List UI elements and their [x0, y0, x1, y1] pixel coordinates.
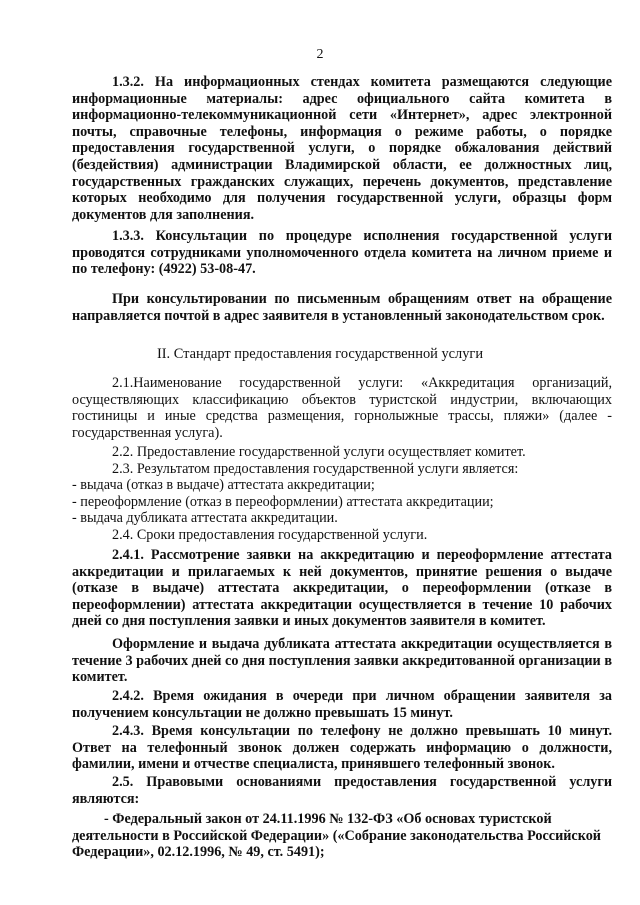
- text-line: При консультировании по письменным обращениям ответ на обращение: [112, 291, 612, 307]
- text-line: (бездействия) администрации Владимирской области, ее должностных лиц,: [72, 156, 612, 173]
- text-line: которых необходимо для получения государственной услуги, образцы форм: [72, 190, 612, 207]
- text-line: аккредитации и прилагаемых к ней документов, принятие решения о выдаче: [72, 563, 612, 580]
- text-line: 2.4. Сроки предоставления государственной услуги.: [112, 526, 428, 543]
- paragraph-2-4-2: [72, 688, 612, 721]
- text-line: Федерации», 02.12.1996, № 49, ст. 5491);: [72, 844, 325, 861]
- text-line: деятельности в Российской Федерации» («Собрание законодательства Российской: [72, 827, 601, 844]
- text-line: 2.4.2. Время ожидания в очереди при личном обращении заявителя за: [112, 688, 612, 704]
- paragraph-duplicate: [72, 636, 612, 686]
- text-line: дней со дня поступления заявки и иных документов заявителя в комитет.: [72, 613, 546, 630]
- paragraphs-2-2-to-2-4: [72, 444, 612, 544]
- list-item: - выдача (отказ в выдаче) аттестата аккредитации;: [72, 477, 375, 494]
- text-line: получением консультации не должно превышать 15 минут.: [72, 704, 453, 721]
- text-line: почты, справочные телефоны, информация о режиме работы, о порядке: [72, 123, 612, 140]
- text-line: (отказе в выдаче) аттестата аккредитации, о переоформлении (отказе в: [72, 580, 612, 597]
- text-line: 2.2. Предоставление государственной услуги осуществляет комитет.: [112, 444, 526, 460]
- text-line: 2.4.1. Рассмотрение заявки на аккредитацию и переоформление аттестата: [112, 547, 612, 563]
- text-line: направляется почтой в адрес заявителя в установленный законодательством срок.: [72, 307, 605, 324]
- text-line: проводятся сотрудниками уполномоченного отдела комитета на личном приеме и: [72, 244, 612, 261]
- text-line: 2.3. Результатом предоставления государственной услуги является:: [112, 460, 519, 477]
- text-line: - Федеральный закон от 24.11.1996 № 132-ФЗ «Об основах туристской: [104, 811, 552, 827]
- text-line: течение 3 рабочих дней со дня поступления заявки аккредитованной организации в: [72, 652, 612, 669]
- text-line: информационные материалы: адрес официального сайта комитета в: [72, 90, 612, 107]
- text-line: комитет.: [72, 669, 128, 686]
- list-item: - переоформление (отказ в переоформлении) аттестата аккредитации;: [72, 493, 494, 510]
- paragraph-1-3-2: [72, 74, 612, 223]
- list-item: - выдача дубликата аттестата аккредитации.: [72, 510, 338, 527]
- paragraph-2-4-3: [72, 723, 612, 773]
- text-line: Ответ на телефонный звонок должен содержать информацию о должности,: [72, 739, 612, 756]
- text-line: осуществляющих классификацию объектов туристской индустрии, включающих: [72, 391, 612, 408]
- page-number: 2: [316, 47, 324, 62]
- paragraph-2-1: [72, 375, 612, 441]
- section-heading: II. Стандарт предоставления государственной услуги: [156, 346, 484, 362]
- text-line: предоставления государственной услуги, о порядке обжалования действий: [72, 140, 612, 157]
- text-line: информационно-телекоммуникационной сети «Интернет», адрес электронной: [72, 107, 612, 124]
- text-line: 2.1.Наименование государственной услуги: «Аккредитация организаций,: [112, 375, 612, 391]
- text-line: Оформление и выдача дубликата аттестата аккредитации осуществляется в: [112, 636, 612, 652]
- text-line: являются:: [72, 790, 140, 807]
- paragraph-2-5: [72, 774, 612, 807]
- paragraph-2-4-1: [72, 547, 612, 630]
- text-line: по телефону: (4922) 53-08-47.: [72, 261, 256, 278]
- text-line: гостиницы и иные средства размещения, горнолыжные трассы, пляжи» (далее -: [72, 408, 612, 425]
- text-line: 1.3.2. На информационных стендах комитета размещаются следующие: [112, 74, 612, 90]
- text-line: государственная услуга).: [72, 424, 223, 441]
- text-line: 1.3.3. Консультации по процедуре исполнения государственной услуги: [112, 228, 612, 244]
- text-line: 2.4.3. Время консультации по телефону не должно превышать 10 минут.: [112, 723, 612, 739]
- paragraph-1-3-3: [72, 228, 612, 278]
- text-line: государственных гражданских служащих, перечень документов, представление: [72, 173, 612, 190]
- paragraph-federal-law: [72, 811, 612, 861]
- text-line: 2.5. Правовыми основаниями предоставления государственной услуги: [112, 774, 612, 790]
- text-line: фамилии, имени и отчестве специалиста, принявшего телефонный звонок.: [72, 756, 555, 773]
- paragraph-written-appeals: [72, 291, 612, 324]
- text-line: документов для заполнения.: [72, 206, 255, 223]
- text-line: переоформлении) аттестата аккредитации осуществляется в течение 10 рабочих: [72, 596, 612, 613]
